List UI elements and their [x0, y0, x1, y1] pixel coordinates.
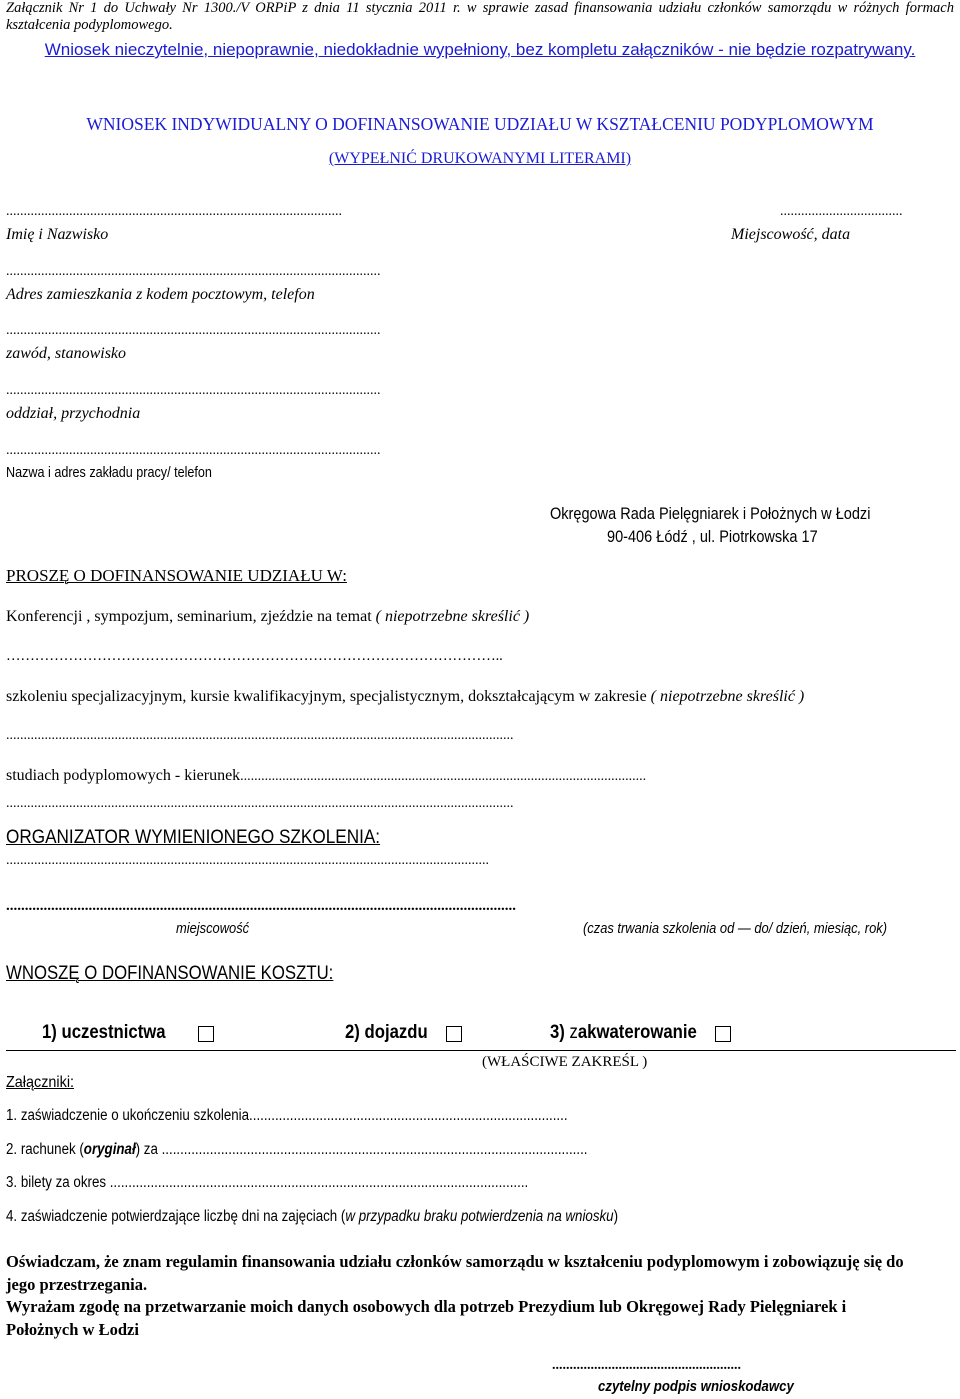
- conference-line: [6, 608, 529, 626]
- profession-label: zawód, stanowisko: [6, 345, 127, 362]
- attachment-item-4-b: w przypadku braku potwierdzenia na wniosku: [345, 1208, 614, 1225]
- cost-note: (WŁAŚCIWE ZAKREŚL ): [482, 1054, 648, 1070]
- name-field-line[interactable]: ................................................................................................: [6, 204, 342, 219]
- attachment-item-2-a: 2. rachunek (: [6, 1141, 84, 1158]
- cost-heading: [6, 962, 333, 985]
- postgrad-field-line-2[interactable]: .................................................................................................................................................: [6, 796, 514, 811]
- conference-topic-line[interactable]: …………………………………………………………………………………………..: [6, 648, 503, 664]
- training-note: ( niepotrzebne skreślić ): [650, 688, 805, 705]
- profession-field-line[interactable]: ...........................................................................................................: [6, 323, 381, 338]
- organizer-field-line-1[interactable]: ..........................................................................................................................................: [6, 853, 489, 868]
- postgrad-line: [6, 767, 646, 785]
- cost-option-participation-label: 1) uczestnictwa: [42, 1022, 166, 1043]
- place-date-label: Miejscowość, data: [731, 226, 851, 243]
- request-heading-text: PROSZĘ O DOFINANSOWANIE UDZIAŁU W:: [6, 566, 347, 585]
- cost-options-rule: [6, 1050, 956, 1051]
- training-line: [6, 688, 804, 706]
- attachments-heading-text: Załączniki:: [6, 1074, 75, 1091]
- cost-option-accommodation[interactable]: [550, 1022, 697, 1044]
- attachment-item-3[interactable]: 3. bilety za okres .................................................................................................................: [6, 1174, 529, 1191]
- workplace-label: Nazwa i adres zakładu pracy/ telefon: [6, 464, 212, 481]
- attachment-item-2-b: oryginał: [83, 1141, 136, 1158]
- warning-text-content: Wniosek nieczytelnie, niepoprawnie, niedokładnie wypełniony, bez kompletu załączników - nie będzie rozpatrywany.: [44, 40, 916, 59]
- request-heading: [6, 566, 347, 586]
- recipient-line-1: Okręgowa Rada Pielęgniarek i Położnych w Łodzi: [550, 505, 871, 523]
- training-text: szkoleniu specjalizacyjnym, kursie kwalifikacyjnym, specjalistycznym, dokształcającym w zakresie: [6, 688, 647, 705]
- cost-option-accommodation-label: akwaterowanie: [577, 1022, 697, 1043]
- signature-label: czytelny podpis wnioskodawcy: [598, 1378, 794, 1395]
- attachment-item-4-a: 4. zaświadczenie potwierdzające liczbę dni na zajęciach (: [6, 1208, 346, 1225]
- cost-option-accommodation-prefix: 3): [550, 1022, 570, 1043]
- attachment-item-4[interactable]: [6, 1208, 618, 1226]
- attachment-item-4-c: ): [613, 1208, 619, 1225]
- checkbox-travel[interactable]: [446, 1026, 462, 1042]
- postgrad-text: studiach podyplomowych - kierunek: [6, 767, 241, 784]
- address-field-line[interactable]: ...........................................................................................................: [6, 264, 381, 279]
- checkbox-participation[interactable]: [198, 1026, 214, 1042]
- attachment-item-2[interactable]: [6, 1141, 587, 1159]
- cost-option-participation[interactable]: [42, 1022, 166, 1044]
- name-label: Imię i Nazwisko: [6, 226, 109, 243]
- form-title: WNIOSEK INDYWIDUALNY O DOFINANSOWANIE UDZIAŁU W KSZTAŁCENIU PODYPLOMOWYM: [86, 114, 874, 134]
- ward-field-line[interactable]: ...........................................................................................................: [6, 383, 381, 398]
- attachment-item-2-c: ) za ...................................................................................................................: [135, 1141, 588, 1158]
- conference-text: Konferencji , sympozjum, seminarium, zjeździe na temat: [6, 608, 372, 625]
- warning-text: [0, 38, 960, 62]
- workplace-field-line[interactable]: ...........................................................................................................: [6, 443, 381, 458]
- declaration-paragraph-1: Oświadczam, że znam regulamin finansowania udziału członków samorządu w kształceniu podyplomowym i zobowiązuję się do jego przestrzegania.: [6, 1252, 904, 1294]
- training-scope-line[interactable]: .................................................................................................................................................: [6, 728, 514, 743]
- organizer-heading: [6, 826, 380, 849]
- conference-note: ( niepotrzebne skreślić ): [375, 608, 530, 625]
- organizer-place-label: miejscowość: [176, 920, 250, 937]
- organizer-field-line-2[interactable]: ........................................................................................................................................: [6, 898, 516, 914]
- cost-heading-text: WNOSZĘ O DOFINANSOWANIE KOSZTU:: [6, 962, 334, 984]
- recipient-line-2: 90-406 Łódź , ul. Piotrkowska 17: [607, 528, 818, 546]
- attachment-item-1[interactable]: 1. zaświadczenie o ukończeniu szkolenia......................................................................................: [6, 1107, 568, 1124]
- checkbox-accommodation[interactable]: [715, 1026, 731, 1042]
- form-subtitle: (WYPEŁNIĆ DRUKOWANYMI LITERAMI): [328, 150, 632, 167]
- cost-option-travel[interactable]: [345, 1022, 428, 1044]
- place-date-field-line[interactable]: ...................................: [780, 204, 903, 219]
- organizer-duration-label: (czas trwania szkolenia od — do/ dzień, miesiąc, rok): [583, 920, 887, 937]
- cost-option-accommodation-z: z: [569, 1022, 578, 1043]
- attachment-line: Załącznik Nr 1 do Uchwały Nr 1300./V ORPiP z dnia 11 stycznia 2011 r. w sprawie zasad finansowania udziału członków samorządu w różnych formach kształcenia podyplomowego.: [6, 0, 954, 33]
- ward-label: oddział, przychodnia: [6, 405, 141, 422]
- cost-option-travel-label: 2) dojazdu: [345, 1022, 428, 1043]
- attachments-heading: [6, 1074, 74, 1092]
- declaration-paragraph-2: Wyrażam zgodę na przetwarzanie moich danych osobowych dla potrzeb Prezydium lub Okręgowej Rady Pielęgniarek i Położnych w Łodzi: [6, 1297, 847, 1339]
- signature-field-line[interactable]: ......................................................: [552, 1358, 741, 1373]
- organizer-heading-text: ORGANIZATOR WYMIENIONEGO SZKOLENIA:: [6, 826, 381, 848]
- postgrad-field-line[interactable]: ....................................................................................................................: [240, 769, 647, 784]
- address-label: Adres zamieszkania z kodem pocztowym, telefon: [6, 286, 315, 303]
